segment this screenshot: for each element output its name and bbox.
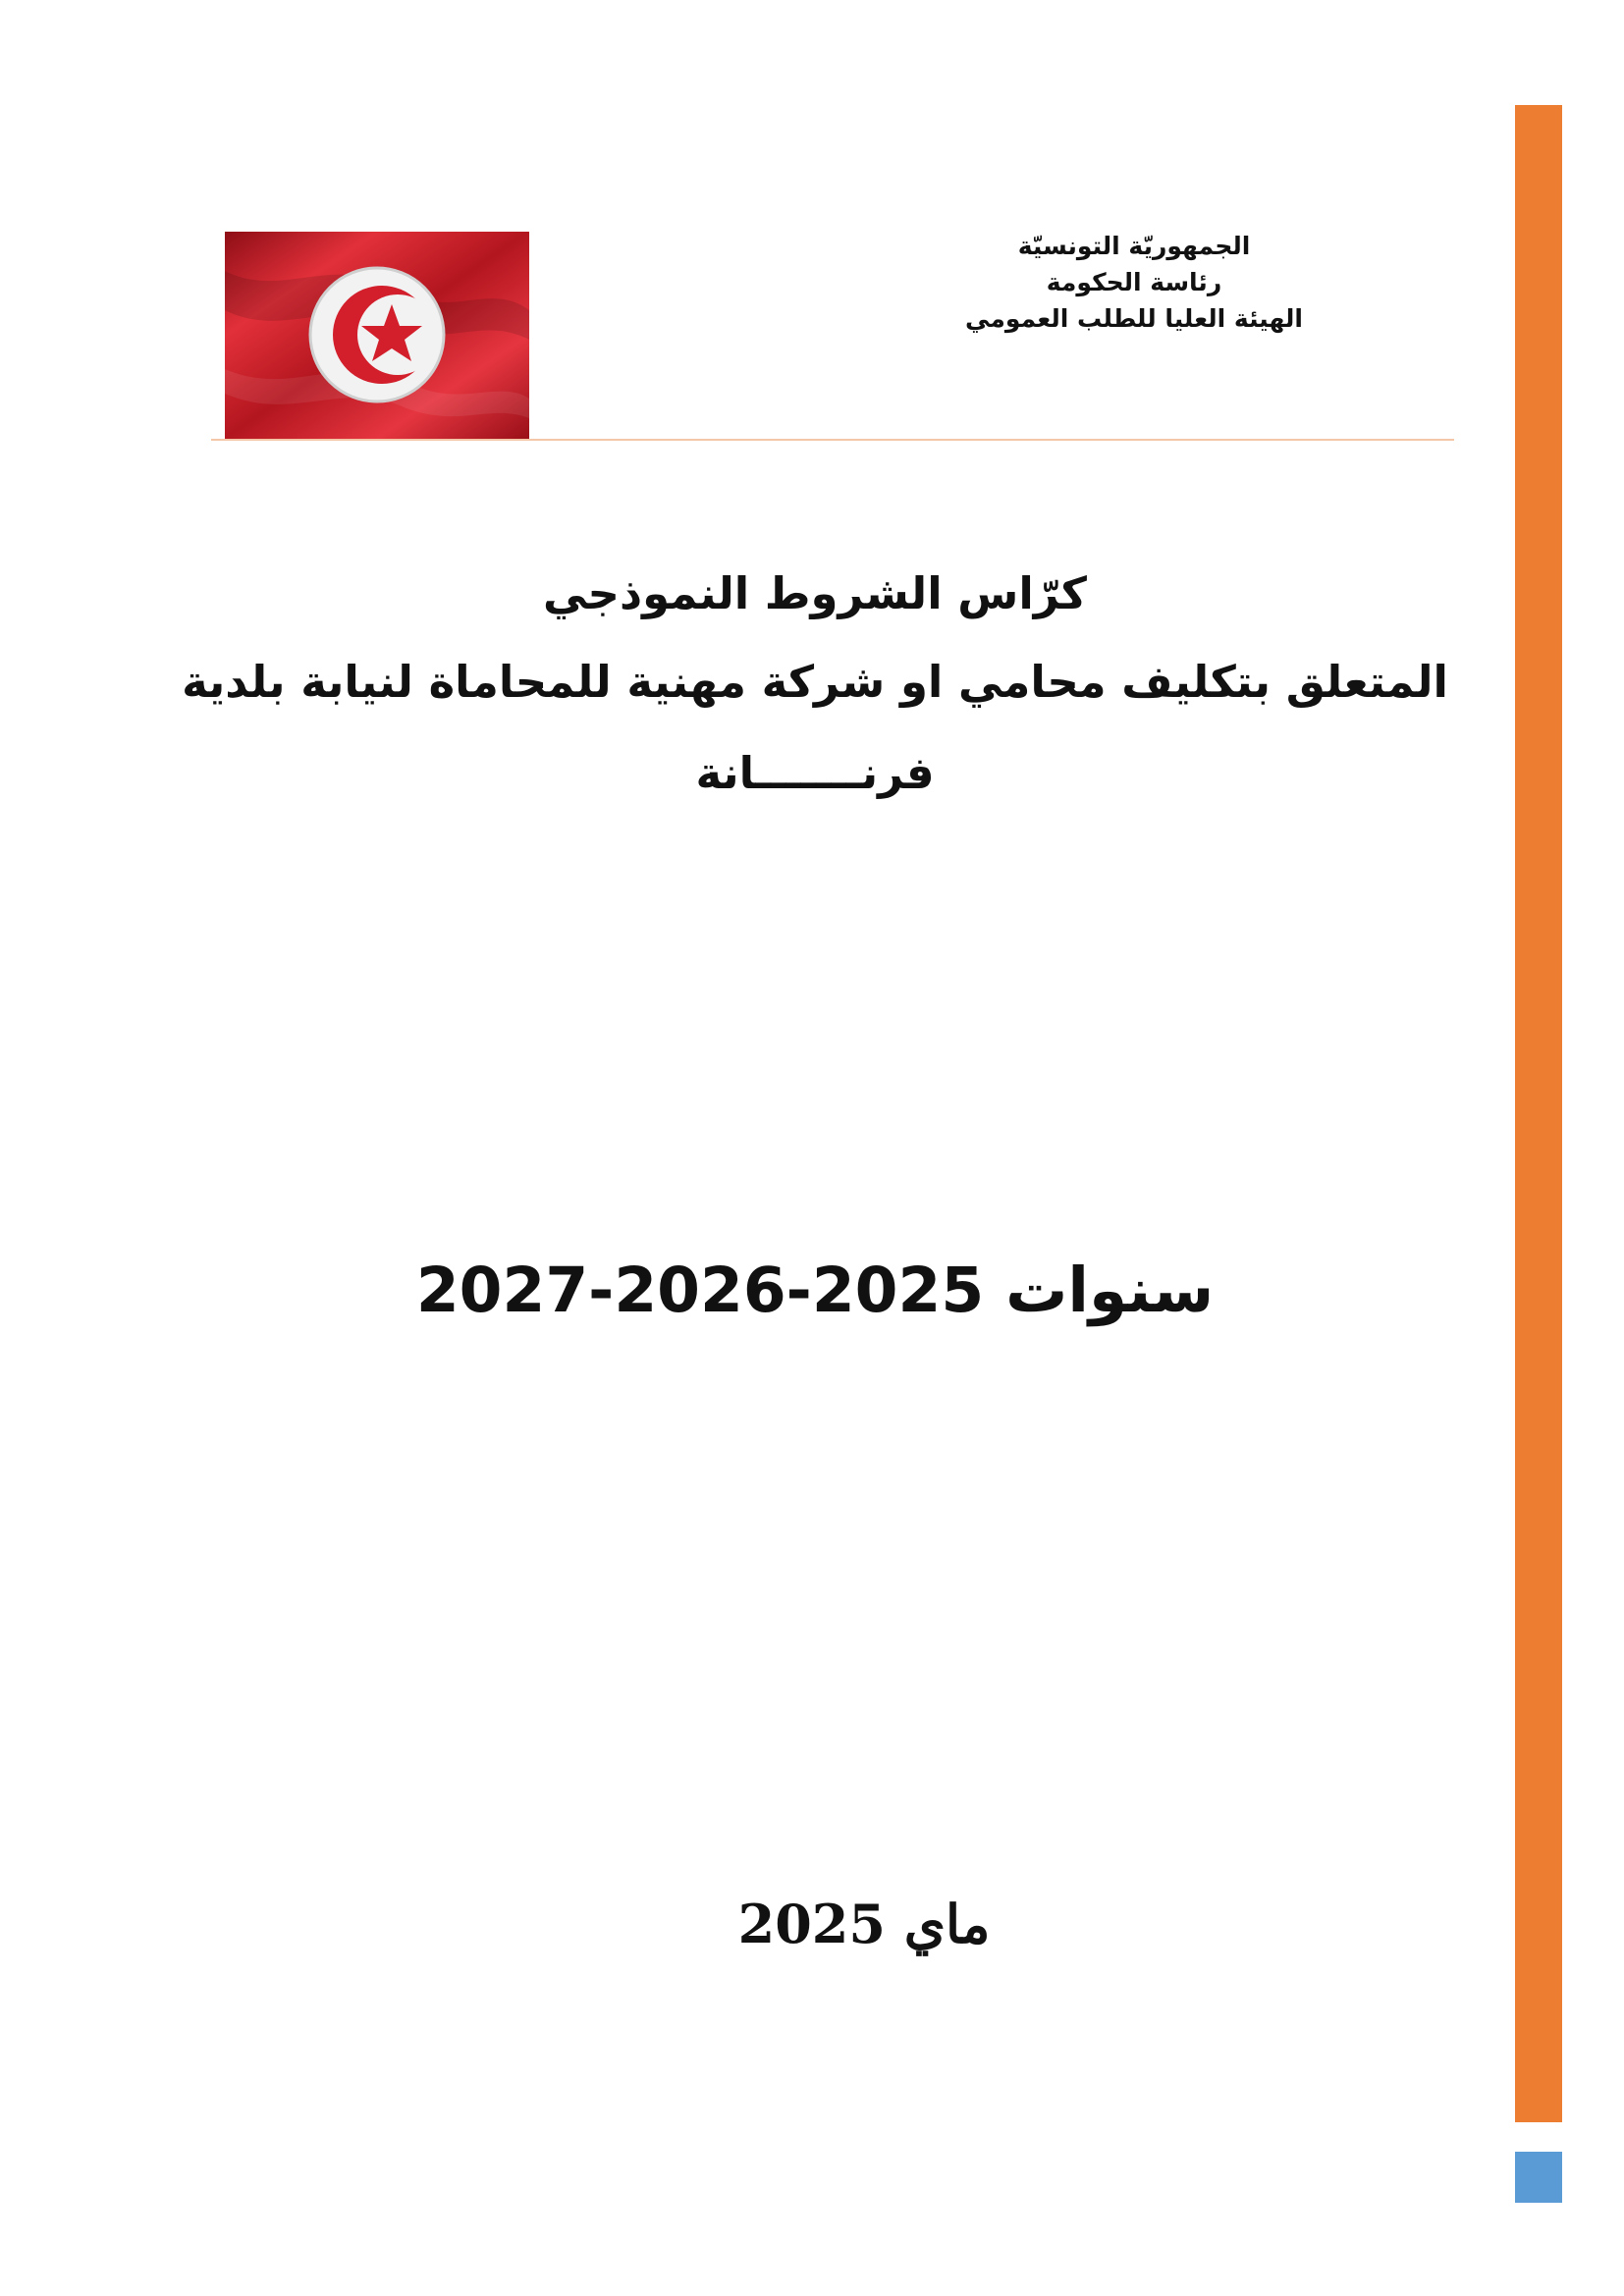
title-line-2: المتعلق بتكليف محامي او شركة مهنية للمحاماة لنيابة بلدية [182, 656, 1448, 708]
header-procurement-authority: الهيئة العليا للطلب العمومي [965, 304, 1303, 333]
blue-side-square [1515, 2152, 1562, 2203]
header-government-presidency: رئاسة الحكومة [1046, 268, 1222, 296]
header-republic: الجمهوريّة التونسيّة [1017, 232, 1251, 260]
tunisia-flag-image [225, 232, 529, 439]
title-line-3: فرنـــــــانة [695, 747, 935, 799]
issuing-authority-header [943, 228, 1326, 337]
document-title [177, 550, 1453, 820]
header-divider [211, 439, 1454, 441]
document-date: ماي 2025 [737, 1893, 991, 1955]
coverage-years: سنوات 2025-2026-2027 [415, 1255, 1215, 1326]
orange-side-bar [1515, 105, 1562, 2122]
title-line-1: كرّاس الشروط النموذجي [543, 567, 1087, 619]
